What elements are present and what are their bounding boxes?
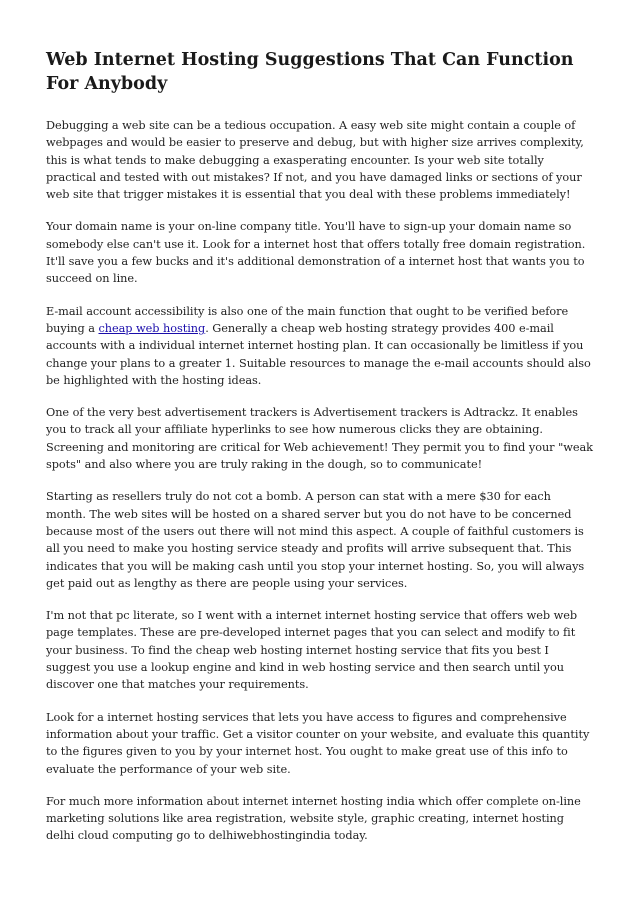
paragraph-resellers: Starting as resellers truly do not cot a bomb. A person can stat with a mere $30 for each month. The web sites will be hosted on a shared server but you do not have to be concerned because most of the users out there will not mind this aspect. A couple of faithful customers is all you need to make you hosting service steady and profits will arrive subsequent that. This indicates that you will be making cash until you stop your internet hosting. So, you will always get paid out as lengthy as there are people using your services. bbox=[46, 490, 585, 590]
paragraph-debugging: Debugging a web site can be a tedious occupation. A easy web site might contain a couple of webpages and would be easier to preserve and debug, but with higher size arrives complexity, this is what tends to make debugging a exasperating encounter. Is your web site totally practical and tested with out mistakes? If not, and you have damaged links or sections of your web site that trigger mistakes it is essential that you deal with these problems immediately! bbox=[46, 119, 584, 202]
document-page bbox=[46, 48, 594, 860]
cheap-web-hosting-link[interactable]: cheap web hosting bbox=[98, 321, 206, 335]
paragraph-text: . Generally a cheap web hosting strategy provides 400 e-mail accounts with a individual internet internet hosting plan. It can occasionally be limitless if you change your plans to a greater 1. Suitable resources to manage the e-mail accounts should also be highlighted with the hosting ideas. bbox=[46, 321, 591, 387]
paragraph-templates: I'm not that pc literate, so I went with a internet internet hosting service that offers web web page templates. These are pre-developed internet pages that you can select and modify to fit your business. To find the cheap web hosting internet hosting service that fits you best I suggest you use a lookup engine and kind in web hosting service and then search until you discover one that matches your requirements. bbox=[46, 609, 578, 692]
paragraph-more-info: For much more information about internet internet hosting india which offer complete on-line marketing solutions like area registration, website style, graphic creating, internet hosting delhi cloud computing go to delhiwebhostingindia today. bbox=[46, 794, 581, 843]
paragraph-domain-name: Your domain name is your on-line company title. You'll have to sign-up your domain name so somebody else can't use it. Look for a internet host that offers totally free domain registration. It'll save you a few bucks and it's additional demonstration of a internet host that wants you to succeed on line. bbox=[46, 220, 586, 286]
paragraph-ad-trackers: One of the very best advertisement trackers is Advertisement trackers is Adtrackz. It enables you to track all your affiliate hyperlinks to see how numerous clicks they are obtaining. Screening and monitoring are critical for Web achievement! They permit you to find your "weak spots" and also where you are truly raking in the dough, so to communicate! bbox=[46, 406, 593, 472]
paragraph-text: E-mail account accessibility is also one of the main function that ought to be verified before buying a bbox=[46, 304, 569, 335]
paragraph-statistics: Look for a internet hosting services that lets you have access to figures and comprehensive information about your traffic. Get a visitor counter on your website, and evaluate this quantity to the figures given to you by your internet host. You ought to make great use of this info to evaluate the performance of your web site. bbox=[46, 710, 590, 776]
page-title: Web Internet Hosting Suggestions That Can Function For Anybody bbox=[46, 50, 574, 94]
paragraph-email-accounts bbox=[46, 303, 594, 389]
